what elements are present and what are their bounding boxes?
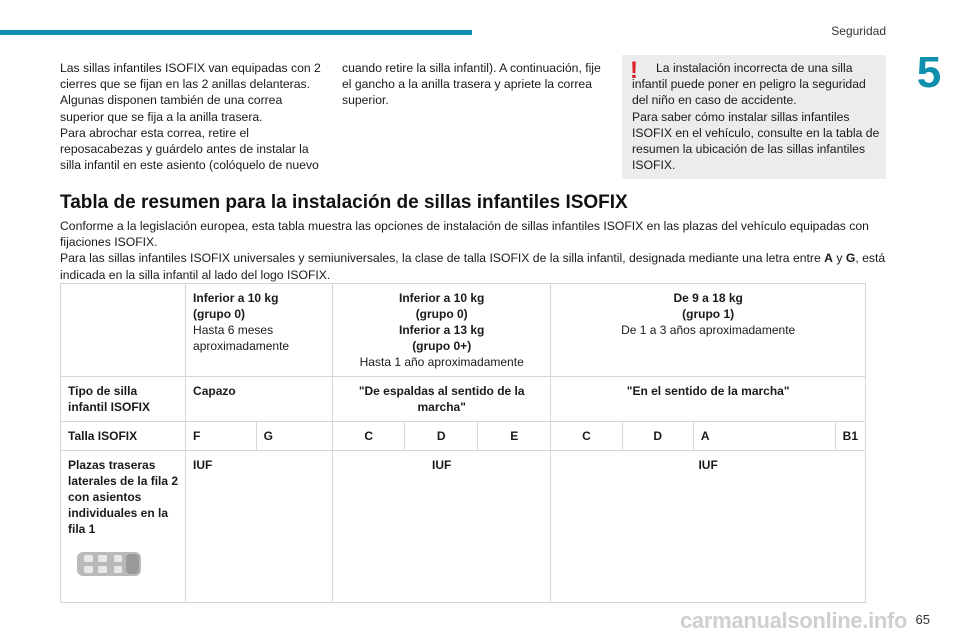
table-cell: Capazo	[186, 377, 333, 422]
seat-position-label: Plazas traseras laterales de la fila 2 con asientos individuales en la fila 1	[68, 458, 179, 536]
table-cell: "En el sentido de la marcha"	[551, 377, 866, 422]
table-cell: IUF	[333, 451, 551, 603]
table-row	[61, 422, 866, 451]
table-cell-group0: Inferior a 10 kg (grupo 0) Hasta 6 meses aproximadamente	[186, 284, 333, 377]
table-cell	[61, 284, 186, 377]
section-heading: Tabla de resumen para la instalación de sillas infantiles ISOFIX	[60, 192, 628, 213]
table-row	[61, 284, 866, 377]
isofix-summary-table	[60, 283, 866, 603]
table-cell: D	[622, 422, 693, 451]
table-cell: Tipo de silla infantil ISOFIX	[61, 377, 186, 422]
header-accent-bar	[0, 30, 472, 35]
table-cell: "De espaldas al sentido de la marcha"	[333, 377, 551, 422]
table-row	[61, 377, 866, 422]
intro-text	[60, 218, 890, 283]
table-cell: C	[551, 422, 622, 451]
table-cell-group1: De 9 a 18 kg (grupo 1) De 1 a 3 años aproximadamente	[551, 284, 866, 377]
chapter-number: 5	[916, 48, 942, 97]
section-title: Seguridad	[831, 24, 886, 38]
table-cell: A	[693, 422, 835, 451]
warning-text: Para saber cómo instalar sillas infantiles ISOFIX en el vehículo, consulte en la tabla de resumen la ubicación de las sillas infantiles ISOFIX.	[632, 109, 880, 173]
table-cell: C	[333, 422, 405, 451]
table-cell: IUF	[186, 451, 333, 603]
paragraph: Las sillas infantiles ISOFIX van equipadas con 2 cierres que se fijan en las 2 anillas delanteras.	[60, 61, 321, 92]
warning-box	[622, 55, 886, 179]
table-cell: IUF	[551, 451, 866, 603]
table-cell: D	[405, 422, 478, 451]
table-cell-group0plus: Inferior a 10 kg (grupo 0) Inferior a 13 kg (grupo 0+) Hasta 1 año aproximadamente	[333, 284, 551, 377]
paragraph: Para abrochar esta correa, retire el reposacabezas y guárdelo antes de instalar la silla infantil en este asiento (colóquelo de nuevo	[60, 125, 319, 173]
watermark: carmanualsonline.info	[680, 608, 908, 633]
table-cell: E	[478, 422, 551, 451]
text-column-1	[60, 60, 328, 173]
table-cell: B1	[835, 422, 865, 451]
page-number: 65	[915, 612, 930, 627]
paragraph: Algunas disponen también de una correa superior que se fija a la anilla trasera.	[60, 93, 283, 124]
warning-text: La instalación incorrecta de una silla infantil puede poner en peligro la seguridad del niño en caso de accidente.	[632, 61, 866, 108]
table-row	[61, 451, 866, 603]
warning-icon: !	[630, 57, 638, 84]
text-column-2	[342, 60, 612, 109]
table-cell: F	[186, 422, 257, 451]
paragraph: cuando retire la silla infantil). A continuación, fije el gancho a la anilla trasera y apriete la correa superior.	[342, 61, 601, 108]
paragraph: Para las sillas infantiles ISOFIX universales y semiuniversales, la clase de talla ISOFIX de la silla infantil, designada mediante una letra entre A y G, está indicada en la silla infantil al lado del logo ISOFIX.	[60, 251, 886, 282]
table-cell	[61, 451, 186, 603]
table-cell: Talla ISOFIX	[61, 422, 186, 451]
paragraph: Conforme a la legislación europea, esta tabla muestra las opciones de instalación de sillas infantiles ISOFIX en las plazas del vehículo equipadas con fijaciones ISOFIX.	[60, 219, 869, 250]
table-cell: G	[256, 422, 332, 451]
vehicle-seat-icon	[76, 549, 142, 579]
